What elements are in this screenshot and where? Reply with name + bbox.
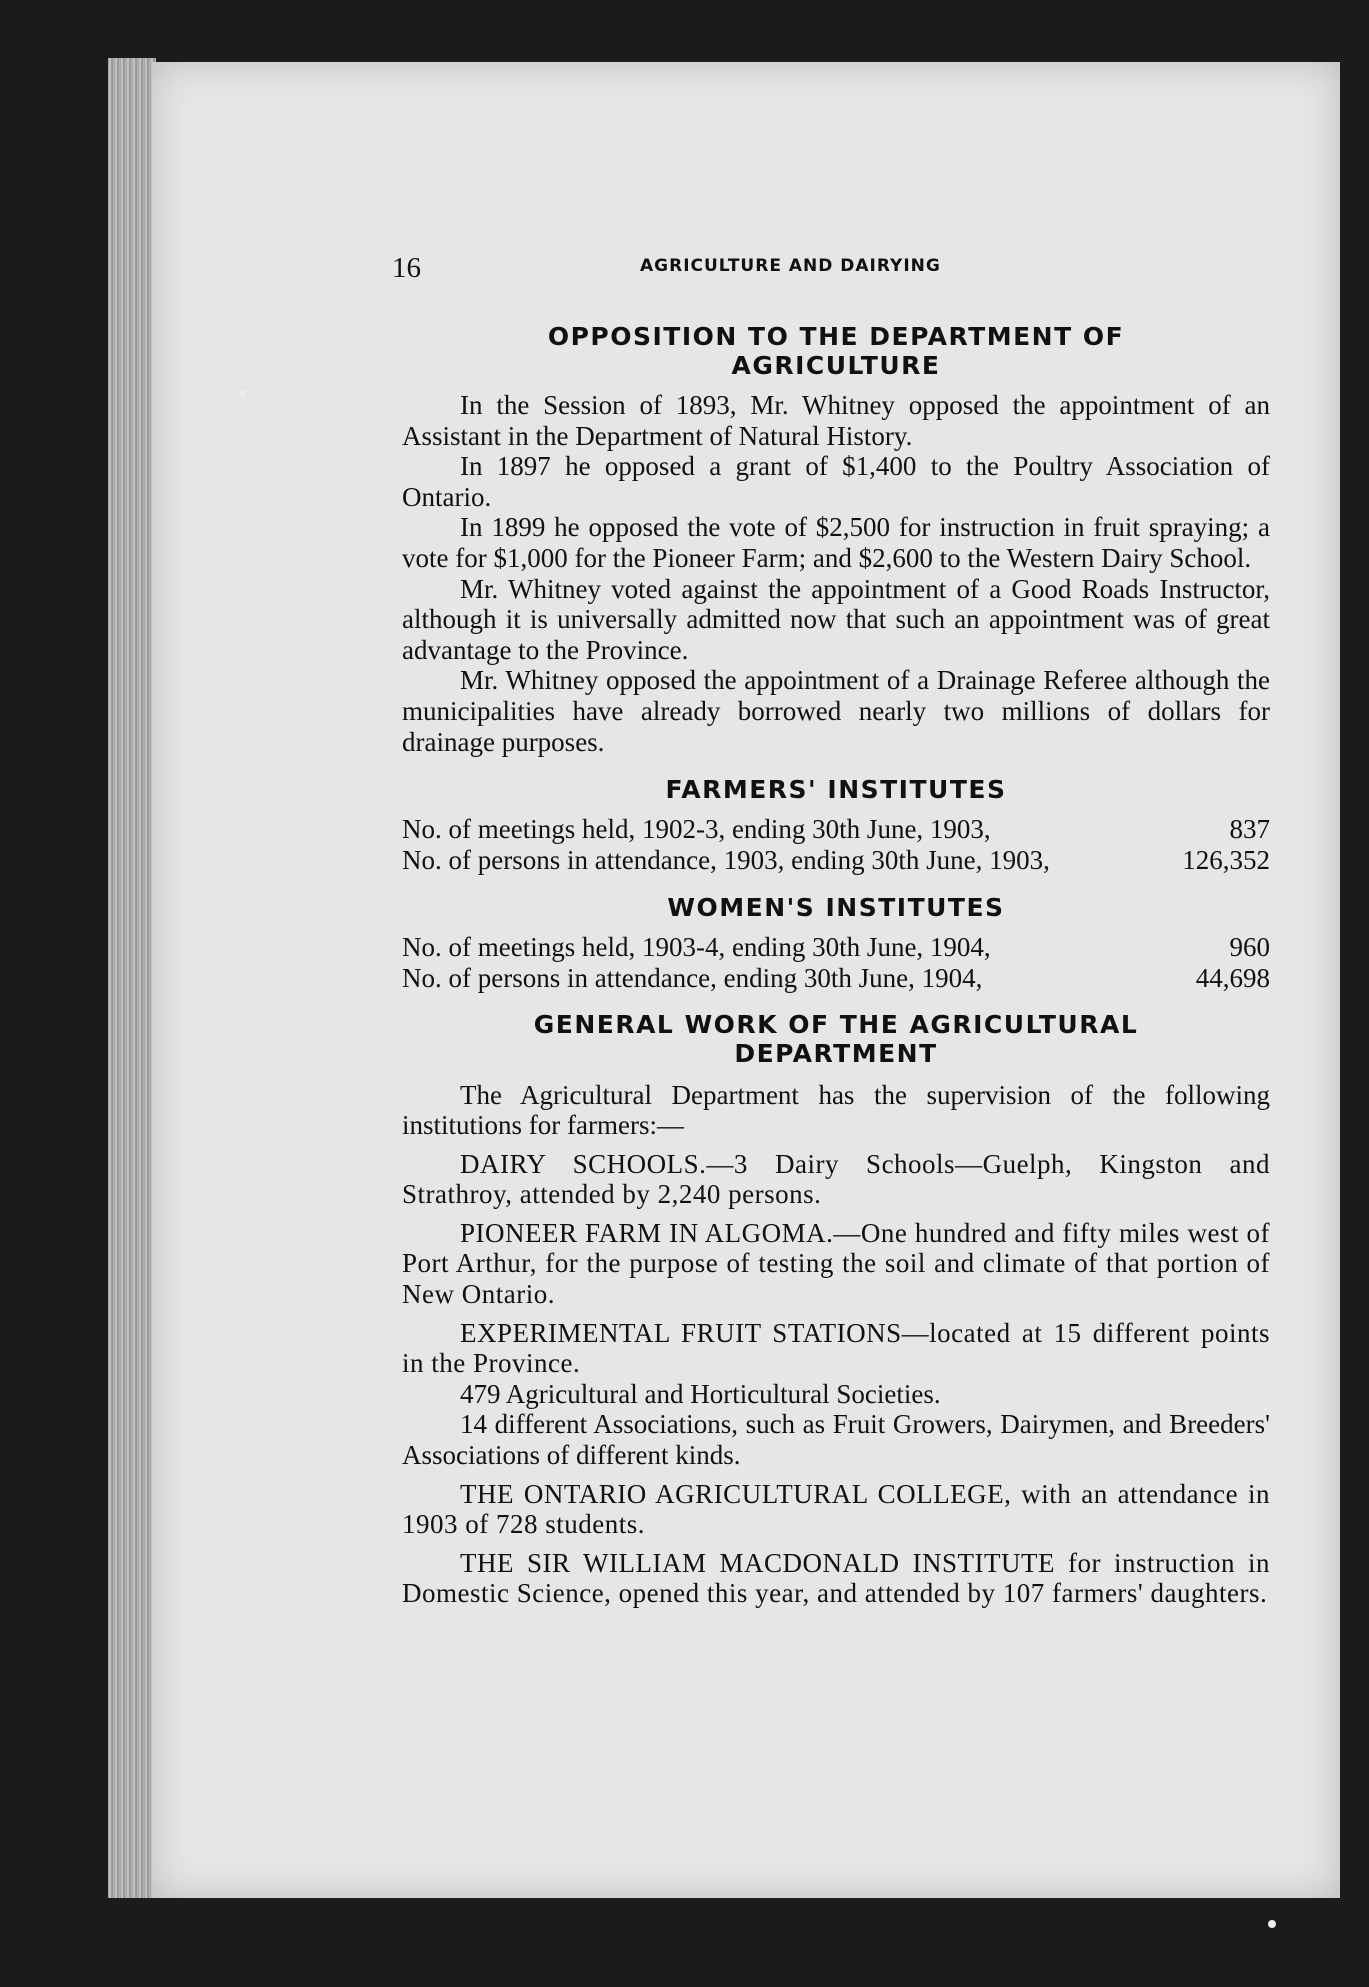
stat-value: 44,698 (1195, 962, 1270, 993)
paragraph: 479 Agricultural and Horticultural Societies. (460, 1378, 941, 1409)
stat-row (402, 963, 1270, 994)
section-heading-general-work (402, 1010, 1270, 1068)
scan-speck (240, 390, 246, 396)
page-stack-edge (108, 58, 156, 1898)
paragraph: In 1899 he opposed the vote of $2,500 for instruction in fruit spraying; a vote for $1,000 for the Pioneer Farm; and $2,600 to the Western Dairy School. (402, 512, 1270, 573)
stat-value: 960 (1229, 932, 1270, 963)
section-heading-womens-institutes: WOMEN'S INSTITUTES (667, 893, 1005, 923)
stat-label: No. of meetings held, 1902-3, ending 30th June, 1903, (402, 814, 991, 845)
stat-value: 126,352 (1182, 844, 1270, 875)
paragraph: 14 different Associations, such as Fruit Growers, Dairymen, and Breeders' Associations of different kinds. (402, 1409, 1270, 1471)
section-heading-opposition (402, 322, 1270, 380)
section-heading-farmers-institutes: FARMERS' INSTITUTES (665, 775, 1007, 805)
paragraph: Mr. Whitney voted against the appointment of a Good Roads Instructor, although it is universally admitted now that such an appointment was of great advantage to the Province. (402, 573, 1270, 665)
section-heading-line: DEPARTMENT (734, 1038, 938, 1068)
paragraph: THE ONTARIO AGRICULTURAL COLLEGE, with an attendance in 1903 of 728 students. (402, 1478, 1270, 1540)
paragraph: THE SIR WILLIAM MACDONALD INSTITUTE for instruction in Domestic Science, opened this year, and attended by 107 farmers' daughters. (402, 1547, 1270, 1609)
stat-value: 837 (1229, 814, 1270, 845)
paragraph: In the Session of 1893, Mr. Whitney opposed the appointment of an Assistant in the Department of Natural History. (402, 390, 1270, 451)
stat-row (402, 932, 1270, 963)
stat-row (402, 845, 1270, 876)
paragraph: The Agricultural Department has the supervision of the following institutions for farmers:— (402, 1079, 1270, 1141)
page-body (402, 322, 1270, 1609)
page-number: 16 (392, 252, 421, 284)
stat-row (402, 814, 1270, 845)
section-heading-line: AGRICULTURE (731, 351, 941, 380)
paragraph: Mr. Whitney opposed the appointment of a Drainage Referee although the municipalities have already borrowed nearly two millions of dollars for drainage purposes. (402, 665, 1270, 757)
scan-speck (1268, 1920, 1276, 1928)
running-title: AGRICULTURE AND DAIRYING (640, 256, 941, 276)
paragraph: In 1897 he opposed a grant of $1,400 to the Poultry Association of Ontario. (402, 451, 1270, 512)
paragraph: EXPERIMENTAL FRUIT STATIONS—located at 15 different points in the Province. (402, 1317, 1270, 1379)
paragraph: DAIRY SCHOOLS.—3 Dairy Schools—Guelph, Kingston and Strathroy, attended by 2,240 persons. (402, 1148, 1270, 1210)
paragraph: PIONEER FARM IN ALGOMA.—One hundred and fifty miles west of Port Arthur, for the purpose of testing the soil and climate of that portion of New Ontario. (402, 1217, 1270, 1310)
section-heading-line: GENERAL WORK OF THE AGRICULTURAL (533, 1009, 1139, 1039)
stat-label: No. of persons in attendance, 1903, ending 30th June, 1903, (402, 844, 1050, 875)
stat-label: No. of persons in attendance, ending 30th June, 1904, (402, 962, 983, 993)
section-heading-line: OPPOSITION TO THE DEPARTMENT OF (547, 322, 1125, 351)
stat-label: No. of meetings held, 1903-4, ending 30th June, 1904, (402, 932, 991, 963)
